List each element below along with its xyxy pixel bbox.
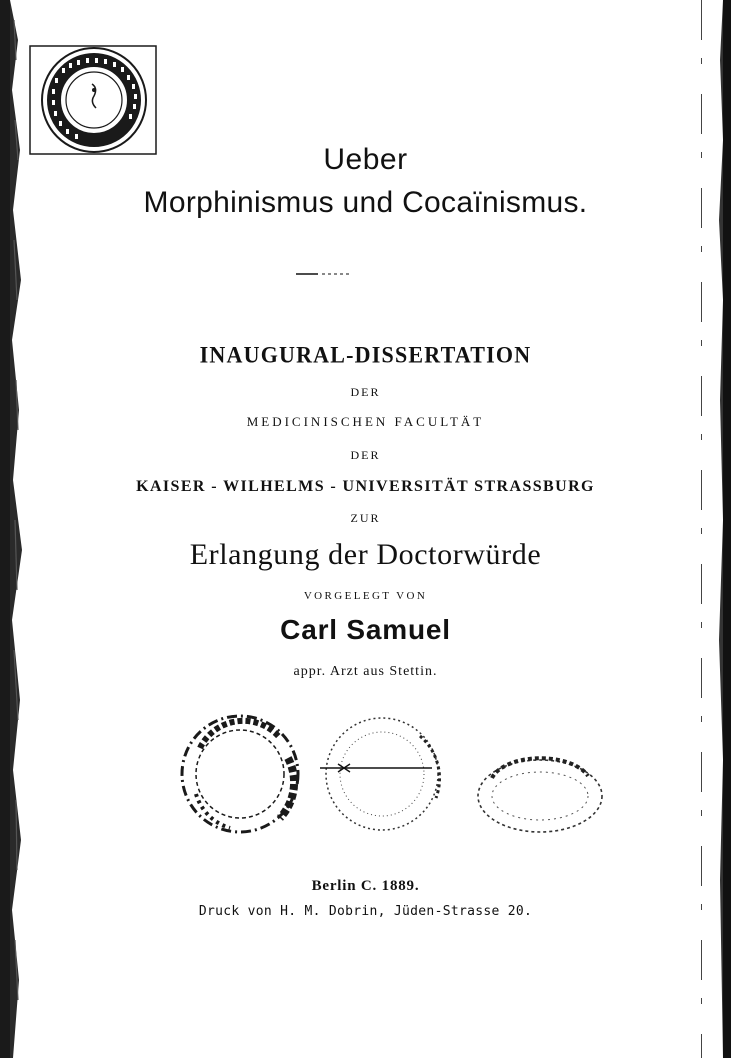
oval-stamp <box>478 758 602 832</box>
faint-round-stamp <box>320 718 440 830</box>
author-note: appr. Arzt aus Stettin. <box>293 664 438 679</box>
place-and-date: Berlin C. 1889. <box>311 878 420 894</box>
der-label-1: DER <box>350 385 381 399</box>
ornamental-divider <box>296 272 350 276</box>
round-stamp-medica <box>182 716 298 832</box>
title-line-2: Morphinismus und Cocaïnismus. <box>143 186 588 219</box>
library-stamp <box>28 44 158 156</box>
library-stamps-row <box>170 708 610 848</box>
printer-imprint: Druck von H. M. Dobrin, Jüden-Strasse 20. <box>198 904 533 919</box>
der-label-2: DER <box>350 448 381 462</box>
zur-label: ZUR <box>350 511 381 525</box>
title-line-1: Ueber <box>323 143 408 176</box>
degree-line: Erlangung der Doctorwürde <box>189 538 542 571</box>
faculty-name: MEDICINISCHEN FACULTÄT <box>246 414 485 429</box>
presented-by-label: VORGELEGT VON <box>303 590 428 602</box>
author-name: Carl Samuel <box>280 614 451 645</box>
university-name: KAISER - WILHELMS - UNIVERSITÄT STRASSBURG <box>136 478 595 495</box>
dissertation-heading: INAUGURAL-DISSERTATION <box>199 341 532 368</box>
